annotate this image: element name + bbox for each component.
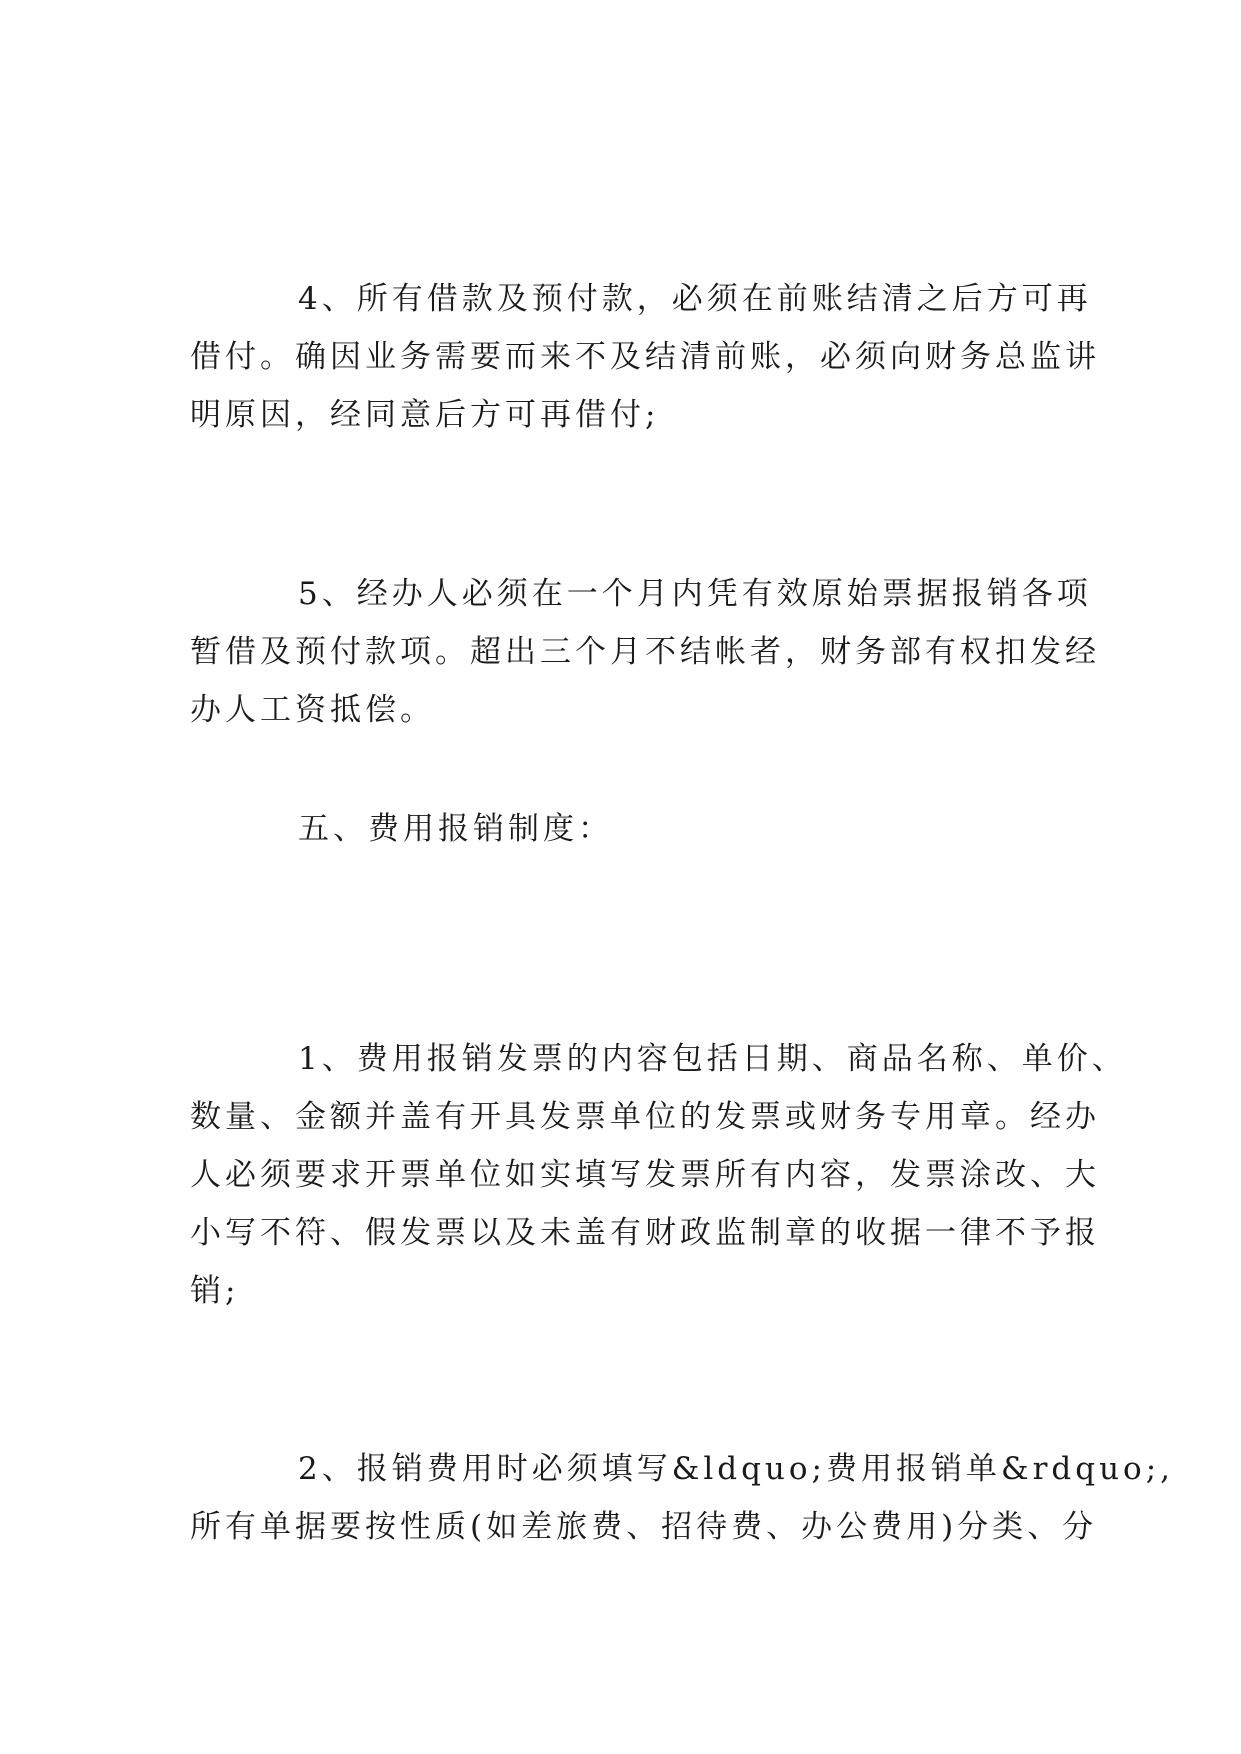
text-line: 借付。确因业务需要而来不及结清前账，必须向财务总监讲 (190, 339, 1100, 375)
section-heading: 五、费用报销制度： (298, 811, 613, 847)
text-line: 1、费用报销发票的内容包括日期、商品名称、单价、 (298, 1041, 1127, 1077)
text-line: 数量、金额并盖有开具发票单位的发票或财务专用章。经办 (190, 1099, 1100, 1135)
paragraph-advance-repayment (190, 270, 1100, 444)
text-line: 4、所有借款及预付款，必须在前账结清之后方可再 (298, 281, 1092, 317)
paragraph-invoice-requirements (190, 1030, 1127, 1320)
text-line: 2、报销费用时必须填写&ldquo;费用报销单&rdquo;, (298, 1451, 1175, 1487)
text-line: 小写不符、假发票以及未盖有财政监制章的收据一律不予报 (190, 1215, 1100, 1251)
text-line: 所有单据要按性质(如差旅费、招待费、办公费用)分类、分 (190, 1509, 1098, 1545)
paragraph-expense-form (190, 1440, 1175, 1556)
text-line: 销; (190, 1273, 240, 1309)
text-line: 5、经办人必须在一个月内凭有效原始票据报销各项 (298, 576, 1092, 612)
section-heading-expense-policy (190, 800, 1060, 858)
paragraph-reimbursement-deadline (190, 565, 1100, 739)
text-line: 办人工资抵偿。 (190, 692, 435, 728)
text-line: 暂借及预付款项。超出三个月不结帐者，财务部有权扣发经 (190, 634, 1100, 670)
text-line: 人必须要求开票单位如实填写发票所有内容，发票涂改、大 (190, 1157, 1100, 1193)
text-line: 明原因，经同意后方可再借付; (190, 397, 660, 433)
